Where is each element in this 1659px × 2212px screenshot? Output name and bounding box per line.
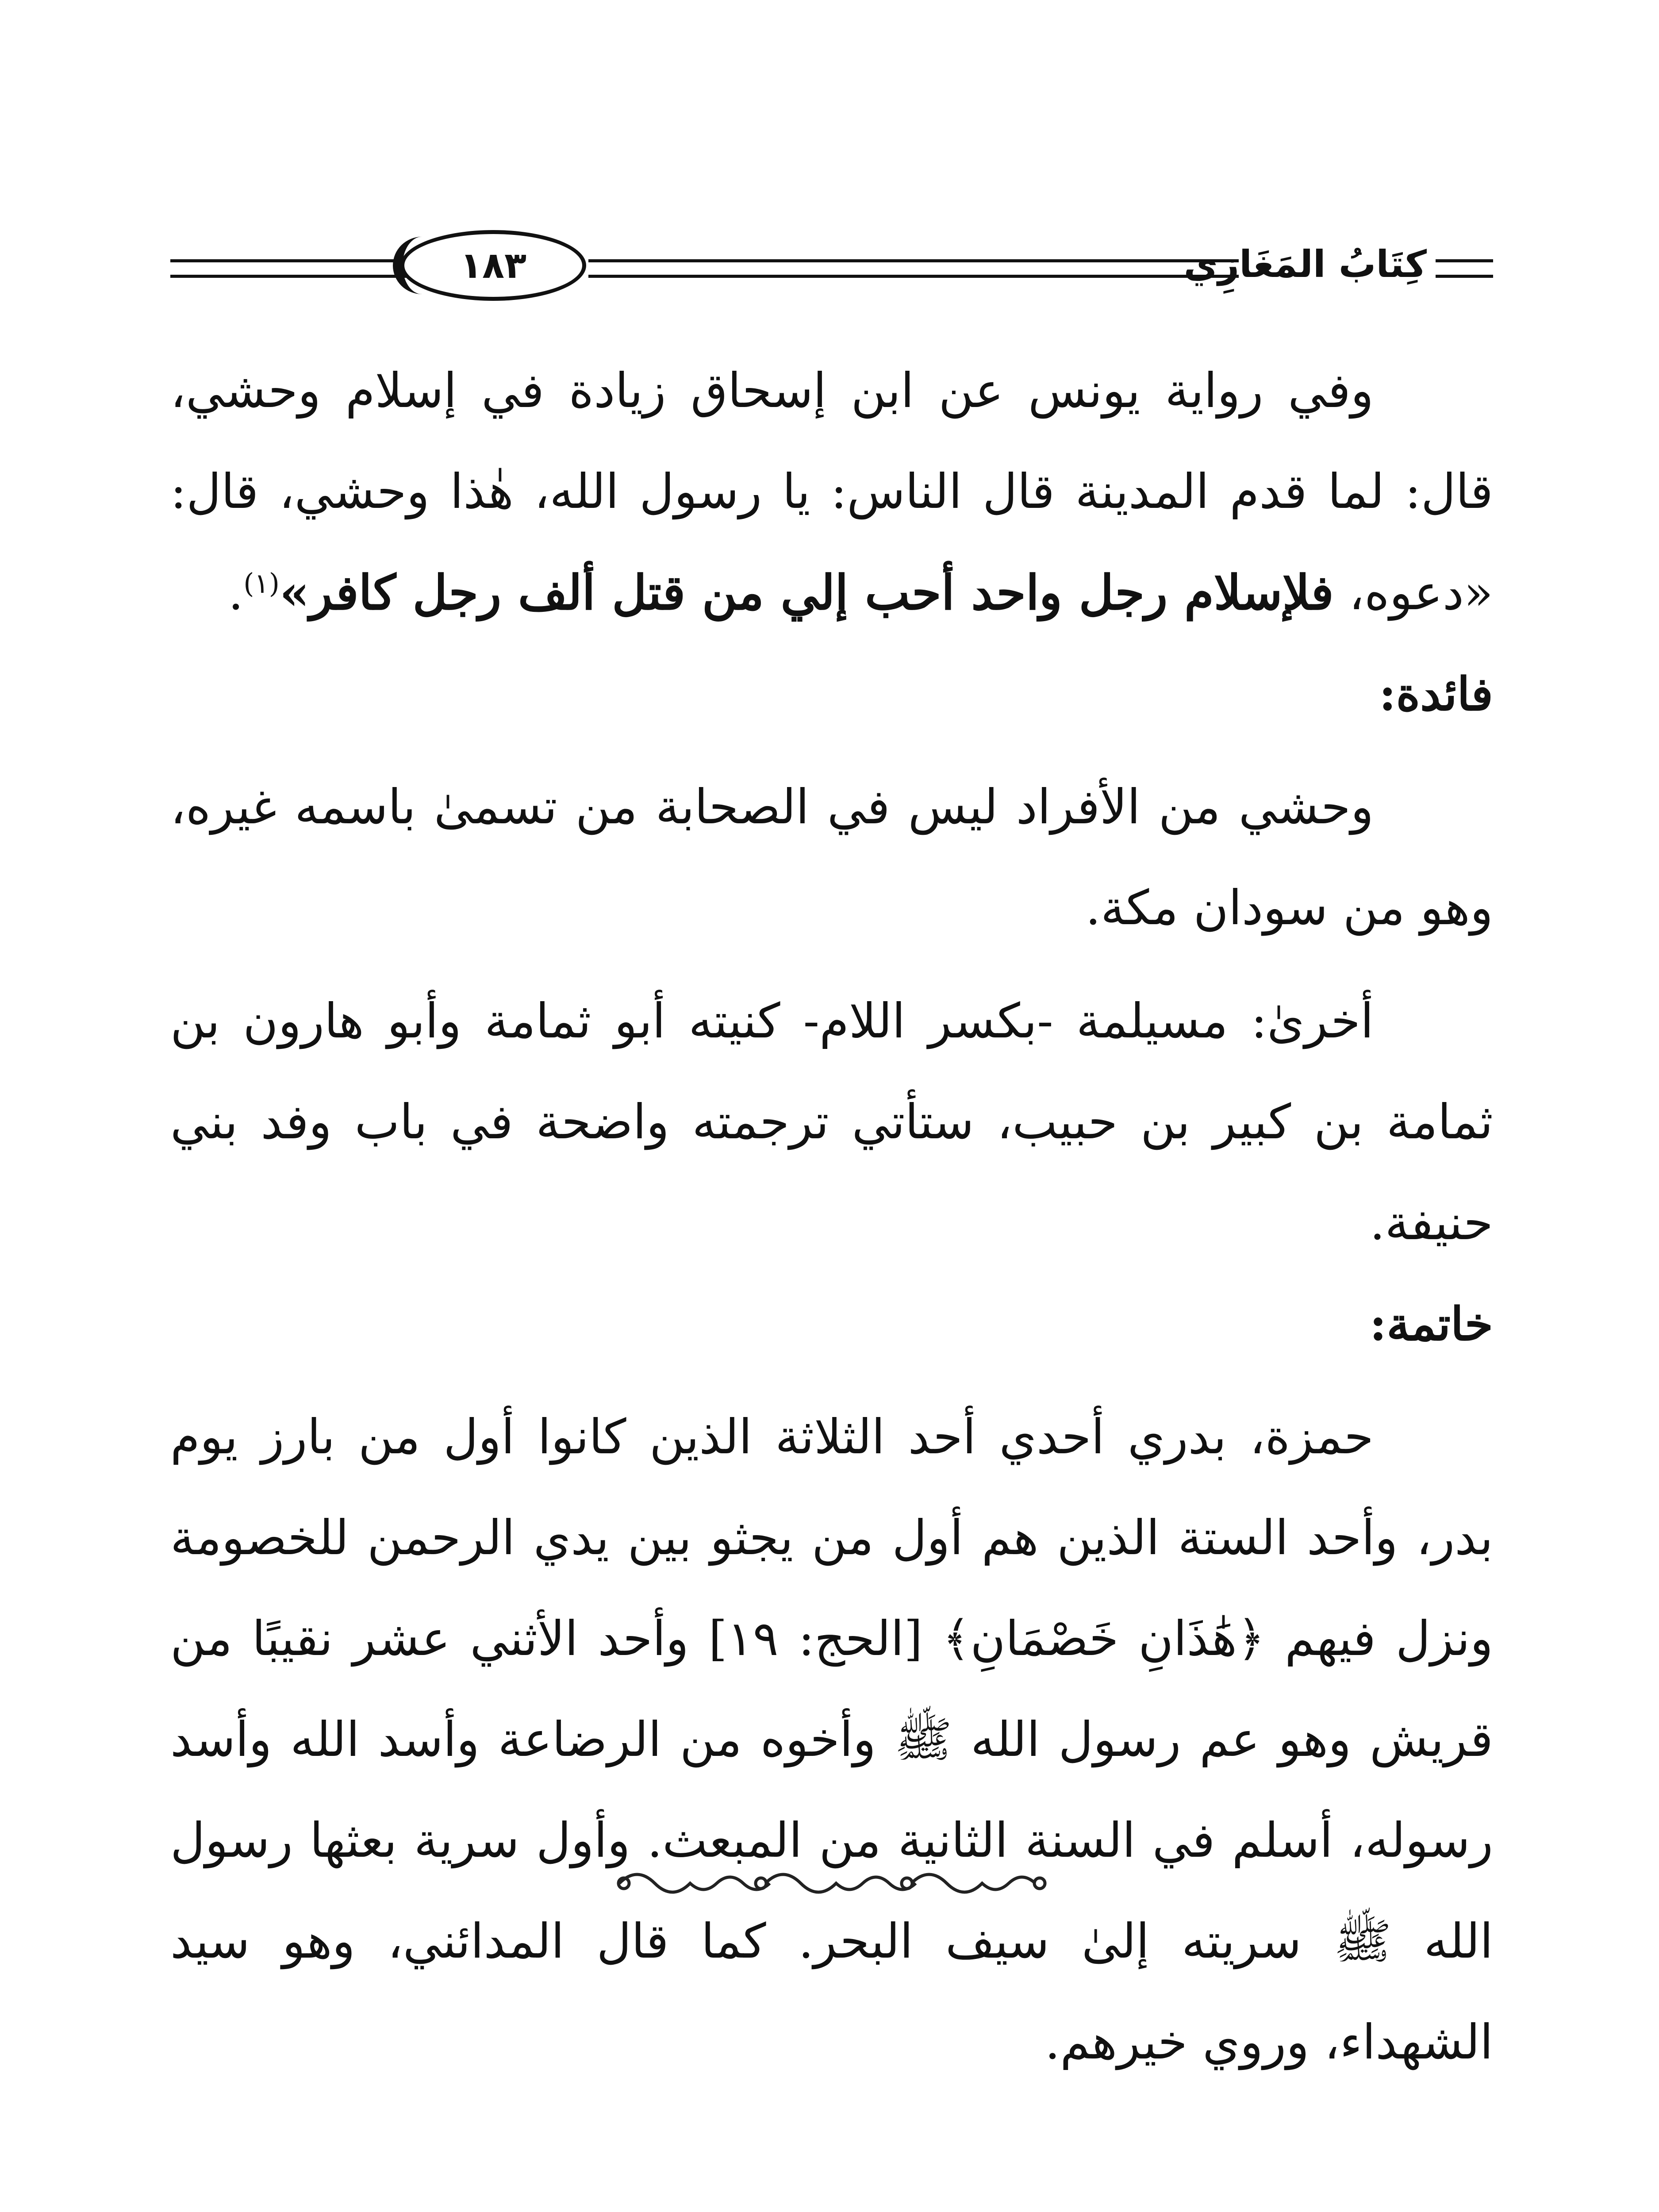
paragraph-wahshi-narration (170, 341, 1493, 644)
paragraph-wahshi-note: وحشي من الأفراد ليس في الصحابة من تسمىٰ باسمه غيره، وهو من سودان مكة. (170, 780, 1493, 936)
main-text (170, 341, 1493, 2093)
header-rule-right (1436, 259, 1493, 278)
header-rule-middle (588, 259, 1239, 278)
header-rule-left (170, 259, 427, 278)
book-title: كِتَابُ المَغَازِي (1183, 242, 1427, 286)
page-number-frame (400, 230, 586, 301)
paragraph-text: وفي رواية يونس عن ابن إسحاق زيادة في إسلام وحشي، قال: لما قدم المدينة قال الناس: يا رسول الله، هٰذا وحشي، قال: «دعوه، (170, 363, 1493, 621)
heading-faida: فائدة: (1379, 667, 1493, 721)
page-number: ١٨٣ (460, 244, 527, 287)
sentence-end: . (228, 565, 244, 621)
footnote-reference: (١) (243, 567, 280, 599)
ornament-divider (611, 1856, 1053, 1909)
paragraph-hamza: حمزة، بدري أحدي أحد الثلاثة الذين كانوا أول من بارز يوم بدر، وأحد الستة الذين هم أول من يجثو بين يدي الرحمن للخصومة ونزل فيهم ﴿هَٰذَانِ خَصْمَانِ﴾ [الحج: ١٩] وأحد الأثني عشر نقيبًا من قريش وهو عم رسول الله ﷺ وأخوه من الرضاعة وأسد الله وأسد رسوله، أسلم في السنة الثانية من المبعث. وأول سرية بعثها رسول الله ﷺ سريته إلىٰ سيف البحر. كما قال المدائني، وهو سيد الشهداء، وروي خيرهم. (170, 1409, 1493, 2070)
paragraph-musaylima: أخرىٰ: مسيلمة -بكسر اللام- كنيته أبو ثمامة وأبو هارون بن ثمامة بن كبير بن حبيب، ستأتي ترجمته واضحة في باب وفد بني حنيفة. (170, 994, 1493, 1251)
running-header (170, 230, 1493, 301)
heading-khatima: خاتمة: (1369, 1297, 1493, 1351)
hadith-quote: فلإسلام رجل واحد أحب إلي من قتل ألف رجل كافر» (279, 565, 1334, 621)
